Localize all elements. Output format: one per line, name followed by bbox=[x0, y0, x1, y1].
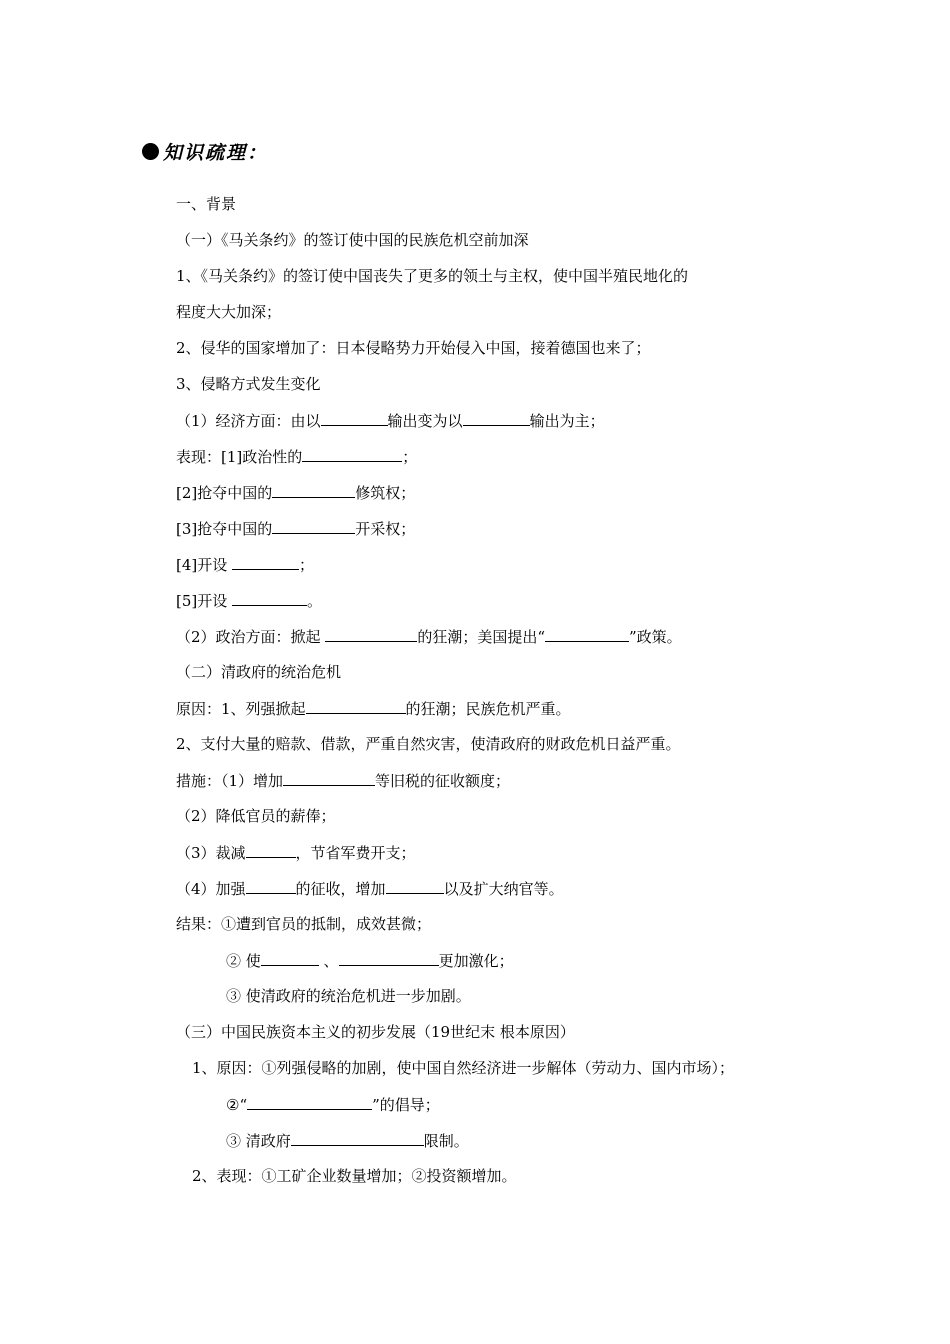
line-text: 原因：1、列强掀起 bbox=[176, 700, 306, 718]
line-text: 以及扩大纳官等。 bbox=[443, 880, 564, 898]
text-line bbox=[176, 266, 688, 286]
line-text: 的狂潮；美国提出“ bbox=[417, 628, 545, 646]
line-text: 开采权； bbox=[355, 520, 416, 538]
text-line bbox=[176, 302, 281, 322]
fill-in-blank bbox=[386, 878, 444, 894]
line-text: ； bbox=[402, 448, 418, 466]
line-text: 3、侵略方式发生变化 bbox=[176, 375, 321, 393]
fill-in-blank bbox=[232, 590, 307, 606]
line-text: ”的倡导； bbox=[372, 1096, 440, 1114]
line-text: （二）清政府的统治危机 bbox=[176, 663, 342, 681]
fill-in-blank bbox=[545, 626, 629, 642]
line-text: 2、侵华的国家增加了：日本侵略势力开始侵入中国，接着德国也来了； bbox=[176, 339, 651, 357]
line-text: 结果：①遭到官员的抵制，成效甚微； bbox=[176, 915, 432, 933]
heading-text: 知识疏理： bbox=[163, 142, 269, 164]
text-line bbox=[176, 698, 571, 719]
fill-in-blank bbox=[306, 698, 406, 714]
text-line bbox=[226, 986, 471, 1006]
text-line bbox=[176, 554, 314, 575]
line-text: [3]抢夺中国的 bbox=[176, 520, 273, 538]
line-text: 输出为主； bbox=[529, 412, 605, 430]
line-text: 。 bbox=[307, 592, 323, 610]
fill-in-blank bbox=[272, 482, 355, 498]
fill-in-blank bbox=[291, 1130, 424, 1146]
text-line bbox=[176, 374, 321, 394]
fill-in-blank bbox=[272, 518, 355, 534]
line-text: 、 bbox=[318, 952, 339, 970]
line-text: 表现：[1]政治性的 bbox=[176, 448, 303, 466]
line-text: ②“ bbox=[226, 1096, 248, 1114]
text-line bbox=[176, 590, 322, 611]
line-text: 措施：（1）增加 bbox=[176, 772, 284, 790]
fill-in-blank bbox=[232, 554, 299, 570]
fill-in-blank bbox=[302, 446, 402, 462]
text-line bbox=[192, 1058, 734, 1078]
line-text: 2、支付大量的赔款、借款，严重自然灾害，使清政府的财政危机日益严重。 bbox=[176, 735, 681, 753]
line-text: 1、《马关条约》的签订使中国丧失了更多的领土与主权，使中国半殖民地化的 bbox=[176, 267, 689, 285]
line-text: 的狂潮；民族危机严重。 bbox=[405, 700, 571, 718]
fill-in-blank bbox=[339, 950, 439, 966]
line-text: ，节省军费开支； bbox=[295, 844, 416, 862]
line-text: 的征收，增加 bbox=[295, 880, 386, 898]
fill-in-blank bbox=[463, 410, 530, 426]
line-text: [2]抢夺中国的 bbox=[176, 484, 273, 502]
line-text: 1、原因：①列强侵略的加剧，使中国自然经济进一步解体（劳动力、国内市场）； bbox=[192, 1059, 735, 1077]
line-text: （2）降低官员的薪俸； bbox=[176, 807, 336, 825]
line-text: ③ 使清政府的统治危机进一步加剧。 bbox=[226, 987, 471, 1005]
line-text: （一）《马关条约》的签订使中国的民族危机空前加深 bbox=[176, 231, 529, 249]
line-text: 等旧税的征收额度； bbox=[375, 772, 511, 790]
text-line bbox=[176, 1022, 575, 1042]
line-text: ③ 清政府 bbox=[226, 1132, 291, 1150]
text-line bbox=[226, 1130, 469, 1151]
line-text: （2）政治方面：掀起 bbox=[176, 628, 326, 646]
line-text: 修筑权； bbox=[355, 484, 416, 502]
line-text: ”政策。 bbox=[628, 628, 682, 646]
line-text: （3）裁减 bbox=[176, 844, 246, 862]
text-line bbox=[226, 1094, 440, 1115]
text-line bbox=[226, 950, 514, 971]
fill-in-blank bbox=[321, 410, 388, 426]
text-line bbox=[176, 842, 416, 863]
line-text: [5]开设 bbox=[176, 592, 233, 610]
text-line bbox=[176, 878, 564, 899]
text-line bbox=[192, 1166, 517, 1186]
bullet-icon bbox=[142, 143, 159, 160]
line-text: 限制。 bbox=[423, 1132, 469, 1150]
line-text: 输出变为以 bbox=[387, 412, 463, 430]
fill-in-blank bbox=[283, 770, 375, 786]
fill-in-blank bbox=[246, 878, 296, 894]
line-text: （1）经济方面：由以 bbox=[176, 412, 321, 430]
line-text: ； bbox=[299, 556, 315, 574]
section-heading bbox=[142, 138, 268, 165]
text-line bbox=[176, 338, 651, 358]
text-line bbox=[176, 410, 605, 431]
text-line bbox=[176, 518, 415, 539]
text-line bbox=[176, 662, 341, 682]
fill-in-blank bbox=[247, 1094, 372, 1110]
fill-in-blank bbox=[246, 842, 296, 858]
text-line bbox=[176, 734, 681, 754]
text-line bbox=[176, 770, 510, 791]
line-text: （4）加强 bbox=[176, 880, 246, 898]
line-text: 2、表现：①工矿企业数量增加；②投资额增加。 bbox=[192, 1167, 517, 1185]
text-line bbox=[176, 806, 336, 826]
text-line bbox=[176, 194, 236, 214]
text-line bbox=[176, 626, 682, 647]
line-text: 一、背景 bbox=[176, 195, 237, 213]
text-line bbox=[176, 482, 415, 503]
line-text: （三）中国民族资本主义的初步发展（19世纪末 根本原因） bbox=[176, 1023, 575, 1041]
text-line bbox=[176, 230, 529, 250]
line-text: 更加激化； bbox=[438, 952, 514, 970]
text-line bbox=[176, 914, 431, 934]
fill-in-blank bbox=[261, 950, 319, 966]
line-text: ② 使 bbox=[226, 952, 261, 970]
line-text: 程度大大加深； bbox=[176, 303, 282, 321]
text-line bbox=[176, 446, 417, 467]
fill-in-blank bbox=[325, 626, 417, 642]
line-text: [4]开设 bbox=[176, 556, 233, 574]
